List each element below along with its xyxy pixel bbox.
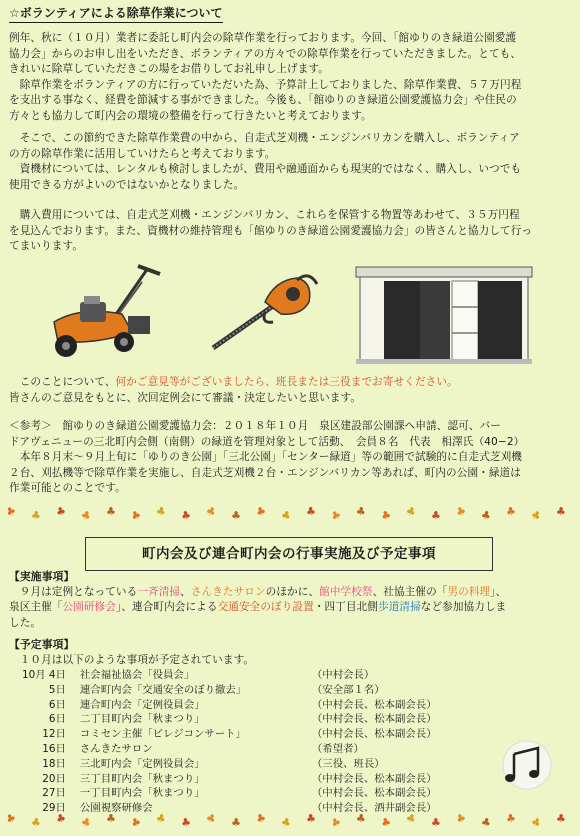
schedule-attendee: （三役、班長） bbox=[311, 757, 385, 770]
lawn-mower-icon bbox=[40, 262, 170, 360]
schedule-row bbox=[22, 683, 437, 698]
autumn-leaf-icon: ♣ bbox=[328, 814, 344, 831]
schedule-event: さんきたサロン bbox=[79, 742, 153, 755]
autumn-leaf-icon: ♣ bbox=[30, 508, 42, 523]
autumn-leaf-icon: ♣ bbox=[154, 504, 168, 519]
schedule-row bbox=[22, 727, 437, 742]
autumn-leaf-icon: ♣ bbox=[379, 814, 393, 831]
autumn-leaf-icon: ♣ bbox=[403, 810, 418, 827]
autumn-leaf-icon: ♣ bbox=[78, 814, 93, 831]
autumn-leaf-icon: ♣ bbox=[355, 504, 367, 519]
schedule-row bbox=[22, 698, 437, 713]
autumn-leaf-icon: ♣ bbox=[528, 814, 544, 831]
schedule-event: 公園視察研修会 bbox=[79, 802, 153, 815]
schedule-attendee: （中村会長、松本副会長） bbox=[311, 787, 437, 800]
schedule-date: 6日 bbox=[48, 713, 66, 726]
schedule-date: 5日 bbox=[48, 683, 66, 696]
schedule-attendee: （中村会長、松本副会長） bbox=[311, 772, 437, 785]
intro-paragraph: 例年、秋に（１０月）業者に委託し町内会の除草作業を行っております。今回、「館ゆりのき緑道公園愛護 協力会」からのお申し出をいただき、ボランティアの方々での除草作業を行っていただきました。とても、 きれいに除草していただきこの場をお借りしてお礼申し上げます。 除草作業をボランティアの方に行っていただいた為、予算計上しておりました、除草作業費、５７万円程 を支出する事なく、経費を節減する事ができました。今後も、「館ゆりのき緑道公園愛護協力会」や住民の 方々とも協力して町内会の環境の整備を行って行きたいと考えております。 bbox=[9, 32, 522, 122]
autumn-leaf-icon: ♣ bbox=[3, 810, 19, 827]
storage-shed-icon bbox=[354, 265, 534, 365]
cost-paragraph: 購入費用については、自走式芝刈機・エンジンバリカン、これらを保管する物置等あわせて、３５万円程 を見込んでおります。また、資機材の維持管理も「館ゆりのき緑道公園愛護協力会」の皆さんと協力して行っ てまいります。 bbox=[9, 209, 533, 253]
autumn-leaf-icon: ♣ bbox=[30, 815, 42, 830]
autumn-leaf-icon: ♣ bbox=[528, 507, 544, 524]
schedule-row bbox=[22, 742, 437, 757]
schedule-date: 18日 bbox=[42, 757, 66, 770]
autumn-leaf-icon: ♣ bbox=[403, 503, 418, 520]
schedule-date: 6日 bbox=[48, 698, 66, 711]
autumn-leaf-icon: ♣ bbox=[230, 815, 242, 830]
hedge-trimmer-icon bbox=[205, 272, 320, 354]
schedule-row bbox=[22, 757, 437, 772]
autumn-leaf-icon: ♣ bbox=[504, 811, 517, 826]
events-section-title: 町内会及び連合町内会の行事実施及び予定事項 bbox=[85, 537, 493, 571]
autumn-leaf-icon: ♣ bbox=[430, 815, 441, 830]
autumn-leaf-icon: ♣ bbox=[279, 814, 293, 831]
schedule-event: 連合町内会「定例役員会」 bbox=[79, 698, 205, 711]
autumn-leaf-icon: ♣ bbox=[479, 815, 493, 830]
schedule-event: 二丁目町内会「秋まつり」 bbox=[79, 713, 205, 726]
autumn-leaf-icon: ♣ bbox=[154, 811, 168, 826]
schedule-event: 連合町内会「交通安全のぼり撤去」 bbox=[79, 683, 247, 696]
schedule-date: 29日 bbox=[42, 802, 66, 815]
autumn-leaf-icon: ♣ bbox=[105, 811, 117, 826]
schedule-attendee: （中村会長、松本副会長） bbox=[311, 728, 437, 741]
autumn-leaf-icon: ♣ bbox=[453, 503, 469, 520]
opinion-highlight: 何かご意見等がございましたら、班長または三役までお寄せください。 bbox=[115, 376, 458, 388]
planned-section: 【予定事項】 １０月は以下のような事項が予定されています。 bbox=[9, 637, 575, 668]
schedule-event: コミセン主催「ビレジコンサート」 bbox=[79, 728, 246, 741]
autumn-leaf-icon: ♣ bbox=[54, 810, 68, 827]
schedule-attendee: （中村会長、酒井副会長） bbox=[311, 802, 437, 815]
autumn-leaf-icon: ♣ bbox=[305, 504, 317, 519]
autumn-leaf-icon: ♣ bbox=[305, 811, 317, 826]
implemented-section: 【実施事項】 ９月は定例となっている一斉清掃、さんきたサロンのほかに、館中学校祭、社協主催の「男の料理」、 泉区主催「公園研修会」、連合町内会による交通安全のぼり設置・四丁目北側歩道清掃など参加協力しま した。 bbox=[9, 569, 575, 631]
autumn-leaf-icon: ♣ bbox=[203, 503, 219, 520]
page-title: ☆ボランティアによる除草作業について bbox=[9, 4, 223, 23]
autumn-leaf-icon: ♣ bbox=[128, 507, 144, 524]
autumn-leaf-icon: ♣ bbox=[479, 508, 493, 523]
schedule-date: 10月 4日 bbox=[22, 669, 66, 681]
schedule-row bbox=[22, 668, 437, 683]
autumn-leaf-icon: ♣ bbox=[254, 503, 268, 520]
schedule-row bbox=[22, 712, 437, 727]
schedule-event: 三北町内会「定例役員会」 bbox=[79, 757, 205, 770]
autumn-leaf-icon: ♣ bbox=[230, 508, 242, 523]
purchase-plan-paragraph: そこで、この節約できた除草作業費の中から、自走式芝刈機・エンジンバリカンを購入し、ボランティア の方の除草作業に活用していけたらと考えております。 資機材については、レンタルも検討しましたが、費用や融通面からも現実的ではなく、購入し、いつでも 使用できる方がよいのではないかとなりました。 bbox=[9, 132, 522, 191]
autumn-leaf-icon: ♣ bbox=[179, 815, 193, 830]
autumn-leaf-icon: ♣ bbox=[355, 811, 367, 826]
autumn-leaf-icon: ♣ bbox=[279, 507, 293, 524]
schedule-attendee: （希望者） bbox=[311, 742, 364, 755]
autumn-leaf-icon: ♣ bbox=[105, 504, 117, 519]
schedule-date: 20日 bbox=[42, 772, 66, 785]
autumn-leaf-icon: ♣ bbox=[179, 508, 193, 523]
leaf-border-top bbox=[0, 505, 580, 525]
schedule-table bbox=[22, 668, 437, 816]
schedule-row bbox=[22, 772, 437, 787]
schedule-attendee: （中村会長） bbox=[311, 669, 375, 681]
schedule-attendee: （安全部１名） bbox=[311, 683, 385, 696]
autumn-leaf-icon: ♣ bbox=[555, 504, 567, 519]
schedule-date: 12日 bbox=[42, 728, 66, 741]
schedule-event: 社会福祉協会「役員会」 bbox=[79, 669, 195, 681]
planned-heading: 【予定事項】 bbox=[9, 638, 75, 651]
implemented-heading: 【実施事項】 bbox=[9, 570, 75, 583]
schedule-event: 三丁目町内会「秋まつり」 bbox=[79, 772, 205, 785]
schedule-attendee: （中村会長、松本副会長） bbox=[311, 713, 437, 726]
autumn-leaf-icon: ♣ bbox=[379, 507, 393, 524]
opinion-paragraph: このことについて、何かご意見等がございましたら、班長または三役までお寄せください。 皆さんのご意見をもとに、次回定例会にて審議・決定したいと思います。 bbox=[9, 376, 458, 404]
autumn-leaf-icon: ♣ bbox=[128, 814, 144, 831]
schedule-attendee: （中村会長、松本副会長） bbox=[311, 698, 437, 711]
autumn-leaf-icon: ♣ bbox=[3, 503, 19, 520]
autumn-leaf-icon: ♣ bbox=[78, 507, 93, 524]
schedule-event: 一丁目町内会「秋まつり」 bbox=[79, 787, 205, 800]
leaf-border-bottom bbox=[0, 812, 580, 832]
schedule-date: 16日 bbox=[42, 742, 66, 755]
reference-paragraph: ＜参考＞ 館ゆりのき緑道公園愛護協力会：２０１８年１０月 泉区建設部公園課へ申請、認可、バー ドアヴェニューの三北町内会側（南側）の緑道を管理対象として活動、 会員８名 代表 相澤氏（40−2） 本年８月末〜９月上旬に「ゆりのき公園」「三北公園」「センター緑道」等の範囲で試験的に自走式芝刈機 ２台、刈払機等で除草作業を実施し、自走式芝刈機２台・エンジンバリカン等あれば、町内の公園・緑道は 作業可能とのことです。 bbox=[9, 420, 525, 495]
autumn-leaf-icon: ♣ bbox=[328, 507, 344, 524]
autumn-leaf-icon: ♣ bbox=[430, 508, 441, 523]
autumn-leaf-icon: ♣ bbox=[254, 810, 268, 827]
autumn-leaf-icon: ♣ bbox=[203, 810, 219, 827]
autumn-leaf-icon: ♣ bbox=[555, 811, 567, 826]
schedule-row bbox=[22, 786, 437, 801]
autumn-leaf-icon: ♣ bbox=[54, 503, 68, 520]
autumn-leaf-icon: ♣ bbox=[453, 810, 469, 827]
music-note-icon bbox=[498, 740, 556, 790]
schedule-date: 27日 bbox=[42, 787, 66, 800]
autumn-leaf-icon: ♣ bbox=[504, 504, 517, 519]
